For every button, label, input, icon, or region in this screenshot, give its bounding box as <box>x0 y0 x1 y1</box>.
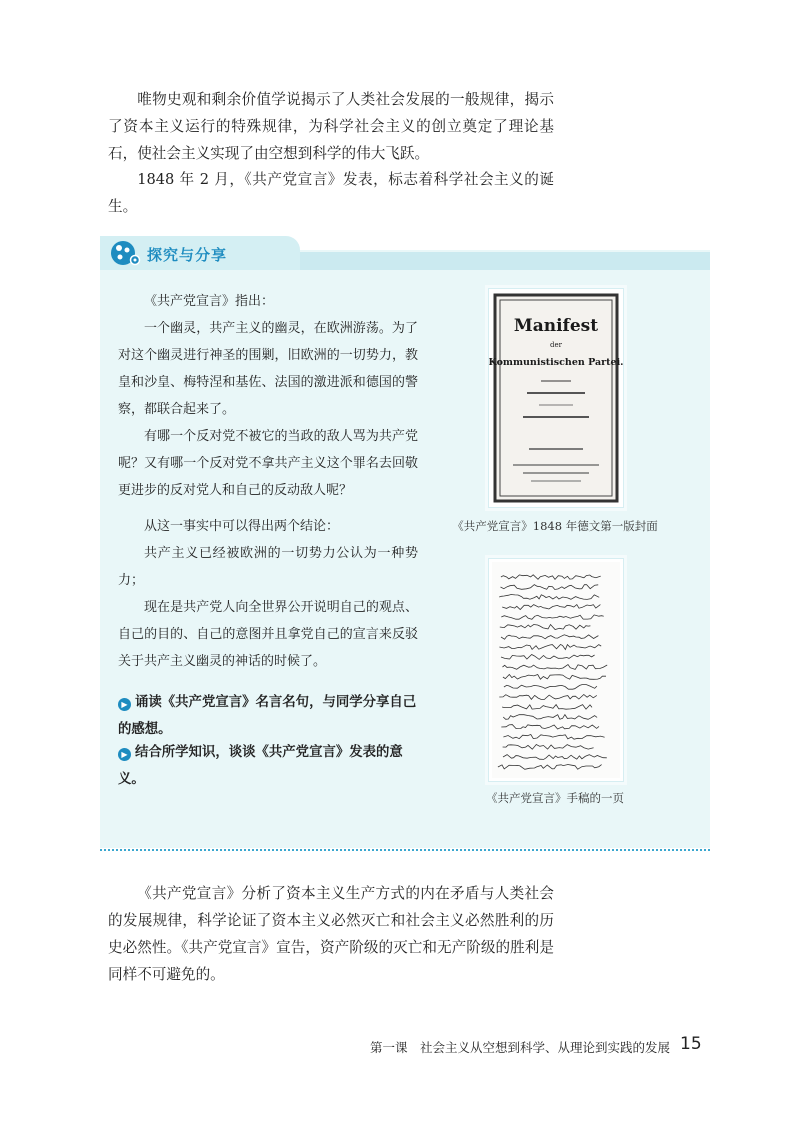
task-item-1 <box>118 689 418 743</box>
quote-paragraph: 从这一事实中可以得出两个结论： <box>144 519 340 534</box>
body-paragraph-1: 唯物史观和剩余价值学说揭示了人类社会发展的一般规律，揭示了资本主义运行的特殊规律，为科学社会主义的创立奠定了理论基石，使社会主义实现了由空想到科学的伟大飞跃。 <box>108 91 554 162</box>
task-item-2 <box>118 739 418 793</box>
manuscript-handwriting-picture <box>489 559 623 781</box>
cover-main: Kommunistischen Partei. <box>489 357 623 368</box>
box-title: 探究与分享 <box>147 246 228 264</box>
manifesto-cover-picture <box>489 289 623 507</box>
quote-paragraph: 现在是共产党人向全世界公开说明自己的观点、自己的目的、自己的意图并且拿党自己的宣言来反驳关于共产主义幽灵的神话的时候了。 <box>118 600 418 669</box>
task-text: 诵读《共产党宣言》名言名句，与同学分享自己的感想。 <box>118 695 417 737</box>
cover-sub: der <box>550 341 562 349</box>
box-bottom-divider <box>100 849 710 851</box>
manifesto-cover-image <box>488 288 624 508</box>
page-number: 15 <box>680 1034 702 1054</box>
explore-share-icon <box>108 238 142 268</box>
quote-paragraph: 共产主义已经被欧洲的一切势力公认为一种势力； <box>118 546 418 588</box>
footer-chapter-title: 第一课 社会主义从空想到科学、从理论到实践的发展 <box>370 1040 671 1055</box>
figure-caption-2: 《共产党宣言》手稿的一页 <box>486 791 624 805</box>
task-text: 结合所学知识，谈谈《共产党宣言》发表的意义。 <box>118 745 403 787</box>
arrow-bullet-icon: ▶ <box>118 698 131 711</box>
body-paragraph-3: 《共产党宣言》分析了资本主义生产方式的内在矛盾与人类社会的发展规律，科学论证了资本主义必然灭亡和社会主义必然胜利的历史必然性。《共产党宣言》宣告，资产阶级的灭亡和无产阶级的胜利是同样不可避免的。 <box>108 885 554 983</box>
cover-title: Manifest <box>513 316 599 336</box>
arrow-bullet-icon: ▶ <box>118 748 131 761</box>
body-paragraph-2: 1848 年 2 月，《共产党宣言》发表，标志着科学社会主义的诞生。 <box>108 171 554 215</box>
manuscript-page-image <box>488 558 624 782</box>
quote-intro: 《共产党宣言》指出： <box>144 294 275 309</box>
quote-paragraph: 一个幽灵，共产主义的幽灵，在欧洲游荡。为了对这个幽灵进行神圣的围剿，旧欧洲的一切势力，教皇和沙皇、梅特涅和基佐、法国的激进派和德国的警察，都联合起来了。 <box>118 321 418 417</box>
quote-paragraph: 有哪一个反对党不被它的当政的敌人骂为共产党呢？又有哪一个反对党不拿共产主义这个罪名去回敬更进步的反对党人和自己的反动敌人呢？ <box>118 429 418 498</box>
figure-caption-1: 《共产党宣言》1848 年德文第一版封面 <box>452 519 658 533</box>
